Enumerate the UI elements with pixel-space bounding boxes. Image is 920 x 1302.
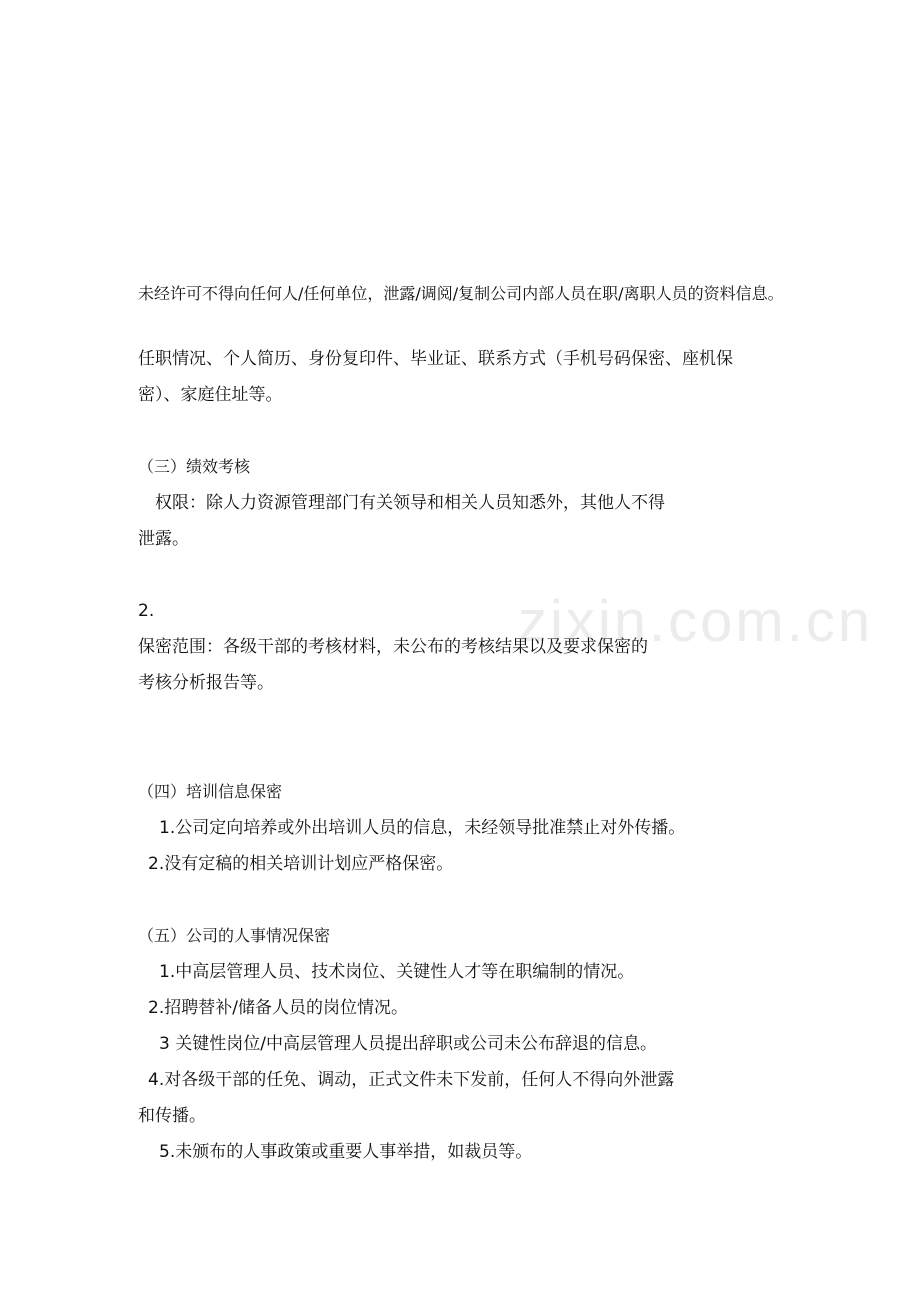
paragraph-line: 未经许可不得向任何人/任何单位，泄露/调阅/复制公司内部人员在职/离职人员的资料信息。	[138, 284, 784, 303]
list-item: 4.对各级干部的任免、调动，正式文件未下发前，任何人不得向外泄露	[148, 1070, 675, 1090]
paragraph-line: 保密范围：各级干部的考核材料，未公布的考核结果以及要求保密的	[138, 637, 648, 657]
list-number: 2.	[138, 601, 155, 621]
watermark: zixin.com.cn	[518, 589, 874, 654]
list-item: 2.招聘替补/储备人员的岗位情况。	[148, 998, 408, 1018]
paragraph-line: 任职情况、个人简历、身份复印件、毕业证、联系方式（手机号码保密、座机保	[138, 349, 733, 369]
section-heading: （三）绩效考核	[138, 457, 251, 476]
paragraph-line: 密）、家庭住址等。	[138, 385, 283, 405]
paragraph-line: 权限：除人力资源管理部门有关领导和相关人员知悉外，其他人不得	[155, 493, 665, 513]
list-item: 5.未颁布的人事政策或重要人事举措，如裁员等。	[159, 1142, 533, 1162]
section-heading: （四）培训信息保密	[138, 782, 283, 801]
paragraph-line: 和传播。	[138, 1106, 206, 1126]
list-item: 1.公司定向培养或外出培训人员的信息，未经领导批准禁止对外传播。	[159, 818, 686, 838]
paragraph-line: 泄露。	[138, 529, 189, 549]
list-item: 2.没有定稿的相关培训计划应严格保密。	[148, 854, 454, 874]
list-item: 1.中高层管理人员、技术岗位、关键性人才等在职编制的情况。	[159, 962, 635, 982]
section-heading: （五）公司的人事情况保密	[138, 926, 331, 945]
list-item: 3 关键性岗位/中高层管理人员提出辞职或公司未公布辞退的信息。	[159, 1034, 657, 1054]
paragraph-line: 考核分析报告等。	[138, 673, 274, 693]
